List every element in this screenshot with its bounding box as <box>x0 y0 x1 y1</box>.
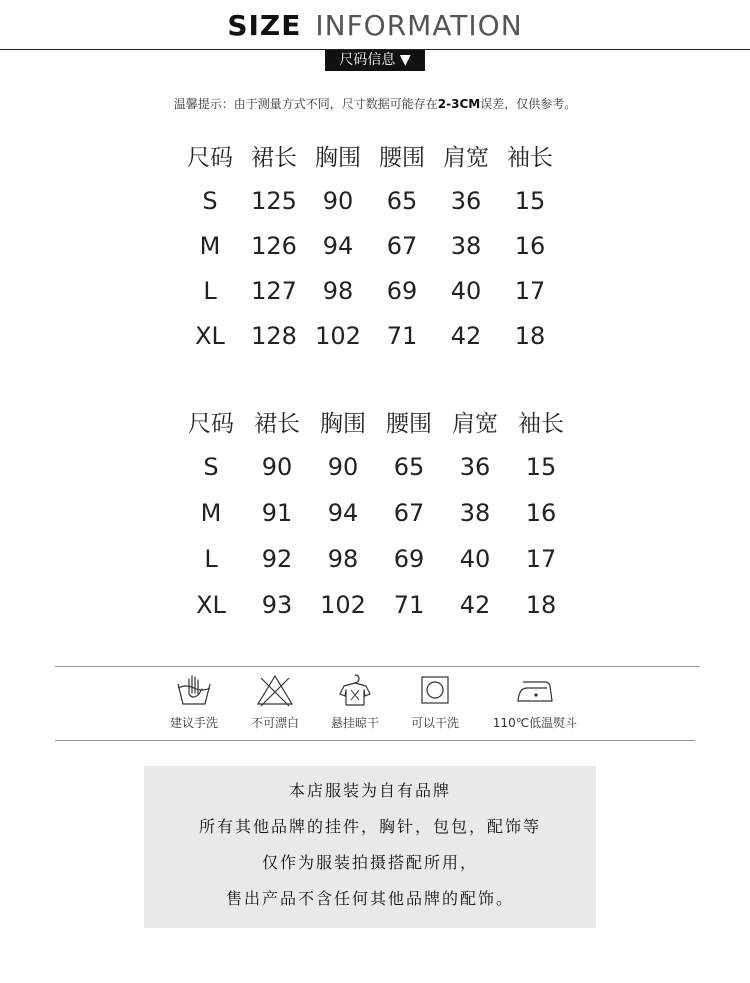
care-item-no-bleach <box>230 672 320 731</box>
table-cell: S <box>202 186 218 215</box>
disclaimer-line: 所有其他品牌的挂件，胸针，包包，配饰等 <box>198 817 541 836</box>
table-row <box>178 313 562 358</box>
table-cell: 40 <box>450 276 482 305</box>
table-cell: 36 <box>450 186 482 215</box>
table-cell: 42 <box>459 591 491 619</box>
title-size: SIZE <box>227 9 302 42</box>
size-info-badge: 尺码信息 ▼ <box>325 50 425 71</box>
table-cell: 92 <box>261 545 293 573</box>
table-cell: 69 <box>386 276 418 305</box>
table-cell: L <box>204 545 218 573</box>
table-cell: M <box>200 499 222 527</box>
table-cell: 90 <box>322 186 354 215</box>
care-divider-bottom <box>55 740 695 741</box>
table-cell: 94 <box>327 499 359 527</box>
table-cell: 18 <box>514 321 546 350</box>
table-cell: 90 <box>327 453 359 481</box>
disclaimer-line: 仅作为服装拍摄搭配所用， <box>261 853 478 872</box>
table-header-row <box>178 133 562 178</box>
header-cell: 胸围 <box>315 145 361 171</box>
care-label: 110℃低温熨斗 <box>492 716 578 730</box>
table-cell: 67 <box>386 231 418 260</box>
table-cell: 93 <box>261 591 293 619</box>
disclaimer-line: 本店服装为自有品牌 <box>288 781 451 800</box>
table-cell: 127 <box>251 276 297 305</box>
table-row <box>178 268 562 313</box>
table-cell: 69 <box>393 545 425 573</box>
table-cell: 40 <box>459 545 491 573</box>
care-label: 建议手洗 <box>169 716 218 730</box>
page-title <box>0 8 750 44</box>
care-divider-top <box>55 666 700 667</box>
table-cell: 65 <box>393 453 425 481</box>
care-label: 悬挂晾干 <box>330 716 379 730</box>
table-cell: 15 <box>514 186 546 215</box>
notice-text-before: 温馨提示：由于测量方式不同，尺寸数据可能存在 <box>173 97 438 111</box>
table-row <box>178 444 574 490</box>
measurement-notice <box>0 95 750 112</box>
brand-disclaimer <box>144 766 596 928</box>
header-cell: 肩宽 <box>452 410 498 437</box>
table-cell: 102 <box>315 321 361 350</box>
table-cell: 42 <box>450 321 482 350</box>
header-cell: 尺码 <box>187 145 233 171</box>
header-cell: 腰围 <box>386 410 432 437</box>
table-cell: 126 <box>251 231 297 260</box>
table-cell: 17 <box>514 276 546 305</box>
header-cell: 袖长 <box>507 145 553 171</box>
table-cell: 98 <box>327 545 359 573</box>
iron-low-icon <box>515 672 555 708</box>
table-cell: 71 <box>386 321 418 350</box>
no-bleach-icon <box>255 672 295 708</box>
table-cell: 16 <box>525 499 557 527</box>
table-cell: XL <box>195 321 225 350</box>
table-cell: L <box>203 276 217 305</box>
table-cell: 65 <box>386 186 418 215</box>
table-cell: S <box>203 453 219 481</box>
table-row <box>178 490 574 536</box>
header-cell: 裙长 <box>254 410 300 437</box>
table-cell: 38 <box>459 499 491 527</box>
title-information: INFORMATION <box>315 9 523 42</box>
size-table-1 <box>178 133 562 358</box>
table-cell: 67 <box>393 499 425 527</box>
table-cell: 90 <box>261 453 293 481</box>
hang-dry-icon <box>335 672 375 708</box>
table-cell: XL <box>196 591 226 619</box>
size-table-2 <box>178 398 574 628</box>
care-item-hand-wash <box>149 672 239 731</box>
notice-text-after: 误差，仅供参考。 <box>480 97 577 111</box>
hand-wash-icon <box>174 672 214 708</box>
header-cell: 袖长 <box>518 410 564 437</box>
table-cell: 17 <box>525 545 557 573</box>
table-cell: 102 <box>320 591 366 619</box>
table-cell: 36 <box>459 453 491 481</box>
header-cell: 裙长 <box>251 145 297 171</box>
table-row <box>178 178 562 223</box>
care-item-hang-dry <box>310 672 400 731</box>
disclaimer-line: 售出产品不含任何其他品牌的配饰。 <box>225 889 514 908</box>
table-cell: 38 <box>450 231 482 260</box>
notice-tolerance: 2-3CM <box>437 97 481 111</box>
table-cell: M <box>199 231 221 260</box>
table-cell: 15 <box>525 453 557 481</box>
table-row <box>178 536 574 582</box>
header-cell: 胸围 <box>320 410 366 437</box>
table-cell: 71 <box>393 591 425 619</box>
header-cell: 腰围 <box>379 145 425 171</box>
table-row <box>178 223 562 268</box>
care-item-iron-low <box>490 672 580 731</box>
table-row <box>178 582 574 628</box>
header-cell: 肩宽 <box>443 145 489 171</box>
table-cell: 18 <box>525 591 557 619</box>
dry-clean-icon <box>415 672 455 708</box>
care-item-dry-clean <box>390 672 480 731</box>
table-header-row <box>178 398 574 444</box>
table-cell: 128 <box>251 321 297 350</box>
table-cell: 125 <box>251 186 297 215</box>
table-cell: 98 <box>322 276 354 305</box>
table-cell: 94 <box>322 231 354 260</box>
table-cell: 91 <box>261 499 293 527</box>
care-label: 不可漂白 <box>250 716 299 730</box>
care-label: 可以干洗 <box>410 716 459 730</box>
table-cell: 16 <box>514 231 546 260</box>
header-cell: 尺码 <box>188 410 234 437</box>
